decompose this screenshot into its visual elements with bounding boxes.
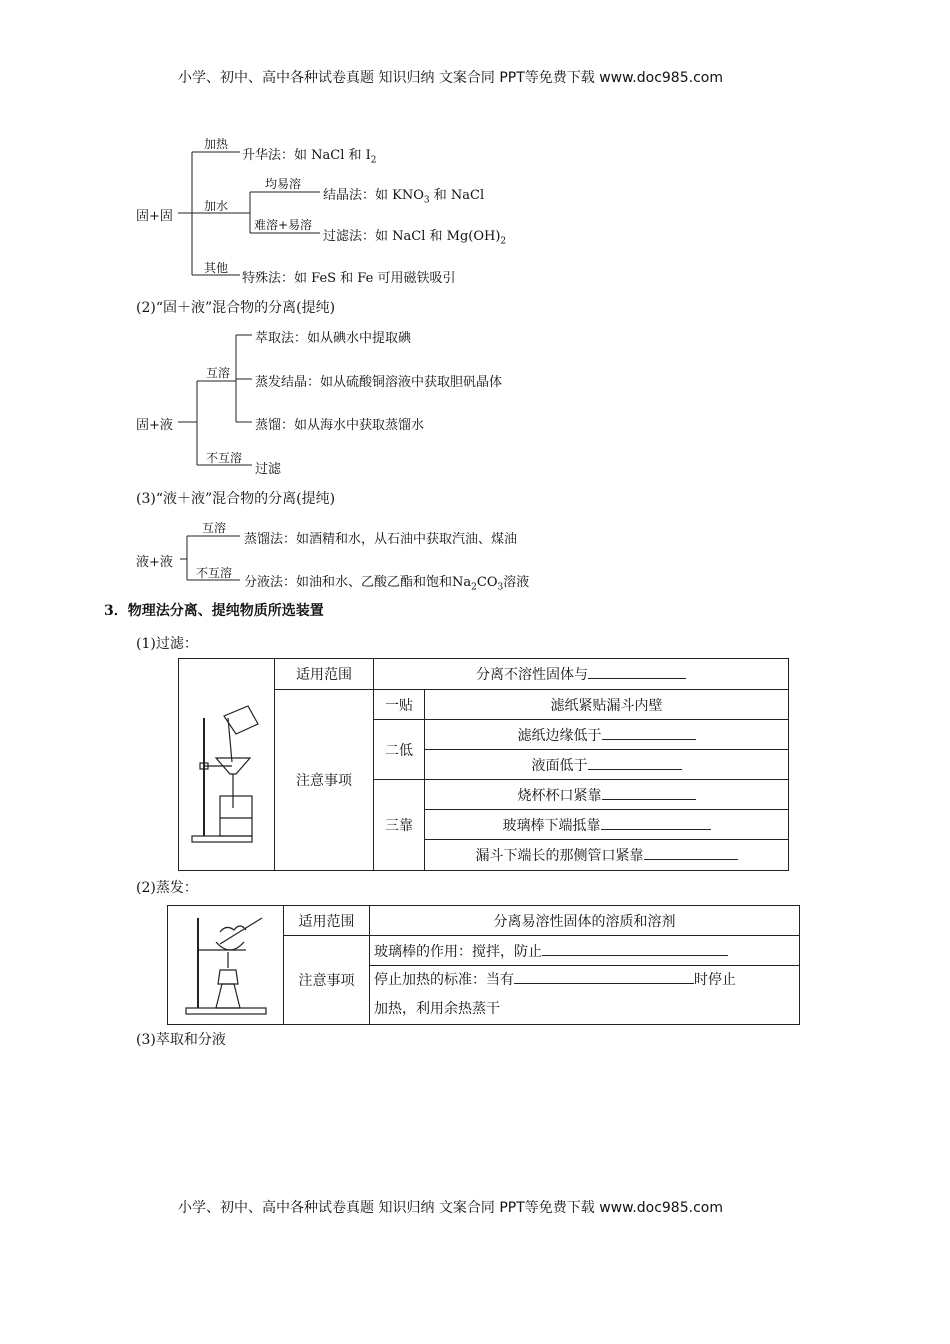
diag1-branch-other: 其他 — [204, 261, 229, 275]
diag3-branch-immiscible: 不互溶 — [196, 566, 233, 580]
extract-title: (3)萃取和分液 — [136, 1032, 226, 1048]
filter-g3: 三靠 — [374, 780, 425, 871]
diag3-separation: 分液法：如油和水、乙酸乙酯和饱和$Na_2CO_3$溶液 — [244, 575, 530, 593]
heading-devices: 3．物理法分离、提纯物质所选装置 — [104, 603, 324, 619]
diag3-branch-miscible: 互溶 — [202, 521, 227, 535]
diag1-special: 特殊法：如 FeS 和 Fe 可用磁铁吸引 — [242, 271, 456, 286]
diag1-soluble: 均易溶 — [265, 177, 302, 191]
diag1-crystallization: 结晶法：如 $KNO_3$ 和 NaCl — [323, 188, 485, 206]
diag2-root: 固+液 — [136, 418, 173, 433]
diag3-root: 液+液 — [136, 555, 173, 570]
filter-g2-r2: 液面低于 — [425, 750, 789, 780]
diag1-branch-water: 加水 — [204, 199, 229, 213]
evap-apparatus-cell — [168, 906, 284, 1025]
diag1-filtration: 过滤法：如 NaCl 和 $Mg(OH)_2$ — [323, 229, 507, 247]
evap-note-2: 停止加热的标准：当有 时停止 加热，利用余热蒸干 — [370, 966, 800, 1025]
filter-table — [178, 658, 789, 871]
diag3-distillation: 蒸馏法：如酒精和水，从石油中获取汽油、煤油 — [244, 532, 518, 547]
filter-title: (1)过滤： — [136, 636, 198, 652]
diag2-distillation: 蒸馏：如从海水中获取蒸馏水 — [255, 418, 425, 433]
evap-note-1: 玻璃棒的作用：搅拌，防止 — [370, 936, 800, 966]
filter-apparatus-icon — [184, 678, 270, 848]
diag2-filter: 过滤 — [255, 462, 282, 477]
filter-g3-r1: 烧杯杯口紧靠 — [425, 780, 789, 810]
filter-g2: 二低 — [374, 720, 425, 780]
evap-scope-value: 分离易溶性固体的溶质和溶剂 — [370, 906, 800, 936]
filter-g1-r1: 滤纸紧贴漏斗内壁 — [425, 690, 789, 720]
page-footer: 小学、初中、高中各种试卷真题 知识归纳 文案合同 PPT等免费下载 www.doc985.com — [178, 1200, 723, 1216]
filter-scope-label: 适用范围 — [275, 659, 374, 690]
filter-g1: 一贴 — [374, 690, 425, 720]
diag2-evaporation: 蒸发结晶：如从硫酸铜溶液中获取胆矾晶体 — [255, 375, 503, 390]
diag1-insoluble-soluble: 难溶+易溶 — [254, 218, 313, 232]
evap-scope-label: 适用范围 — [284, 906, 370, 936]
section-2-title: (2)“固＋液”混合物的分离(提纯) — [136, 300, 336, 316]
diag2-branch-immiscible: 不互溶 — [206, 451, 243, 465]
diag1-sublimation: 升华法：如 NaCl 和 $I_2$ — [242, 148, 377, 166]
diag1-root: 固+固 — [136, 209, 173, 224]
filter-g3-r2: 玻璃棒下端抵靠 — [425, 810, 789, 840]
filter-apparatus-cell — [179, 659, 275, 871]
page-header: 小学、初中、高中各种试卷真题 知识归纳 文案合同 PPT等免费下载 www.doc985.com — [178, 70, 723, 86]
filter-scope-value: 分离不溶性固体与 — [374, 659, 789, 690]
diag1-branch-heat: 加热 — [204, 137, 229, 151]
evap-title: (2)蒸发： — [136, 880, 198, 896]
section-3-title: (3)“液＋液”混合物的分离(提纯) — [136, 491, 336, 507]
filter-notes-label: 注意事项 — [275, 690, 374, 871]
diag2-branch-miscible: 互溶 — [206, 366, 231, 380]
evap-apparatus-icon — [176, 908, 276, 1018]
filter-g3-r3: 漏斗下端长的那侧管口紧靠 — [425, 840, 789, 871]
diag2-extraction: 萃取法：如从碘水中提取碘 — [255, 331, 412, 346]
evap-notes-label: 注意事项 — [284, 936, 370, 1025]
evap-table — [167, 905, 800, 1025]
filter-g2-r1: 滤纸边缘低于 — [425, 720, 789, 750]
